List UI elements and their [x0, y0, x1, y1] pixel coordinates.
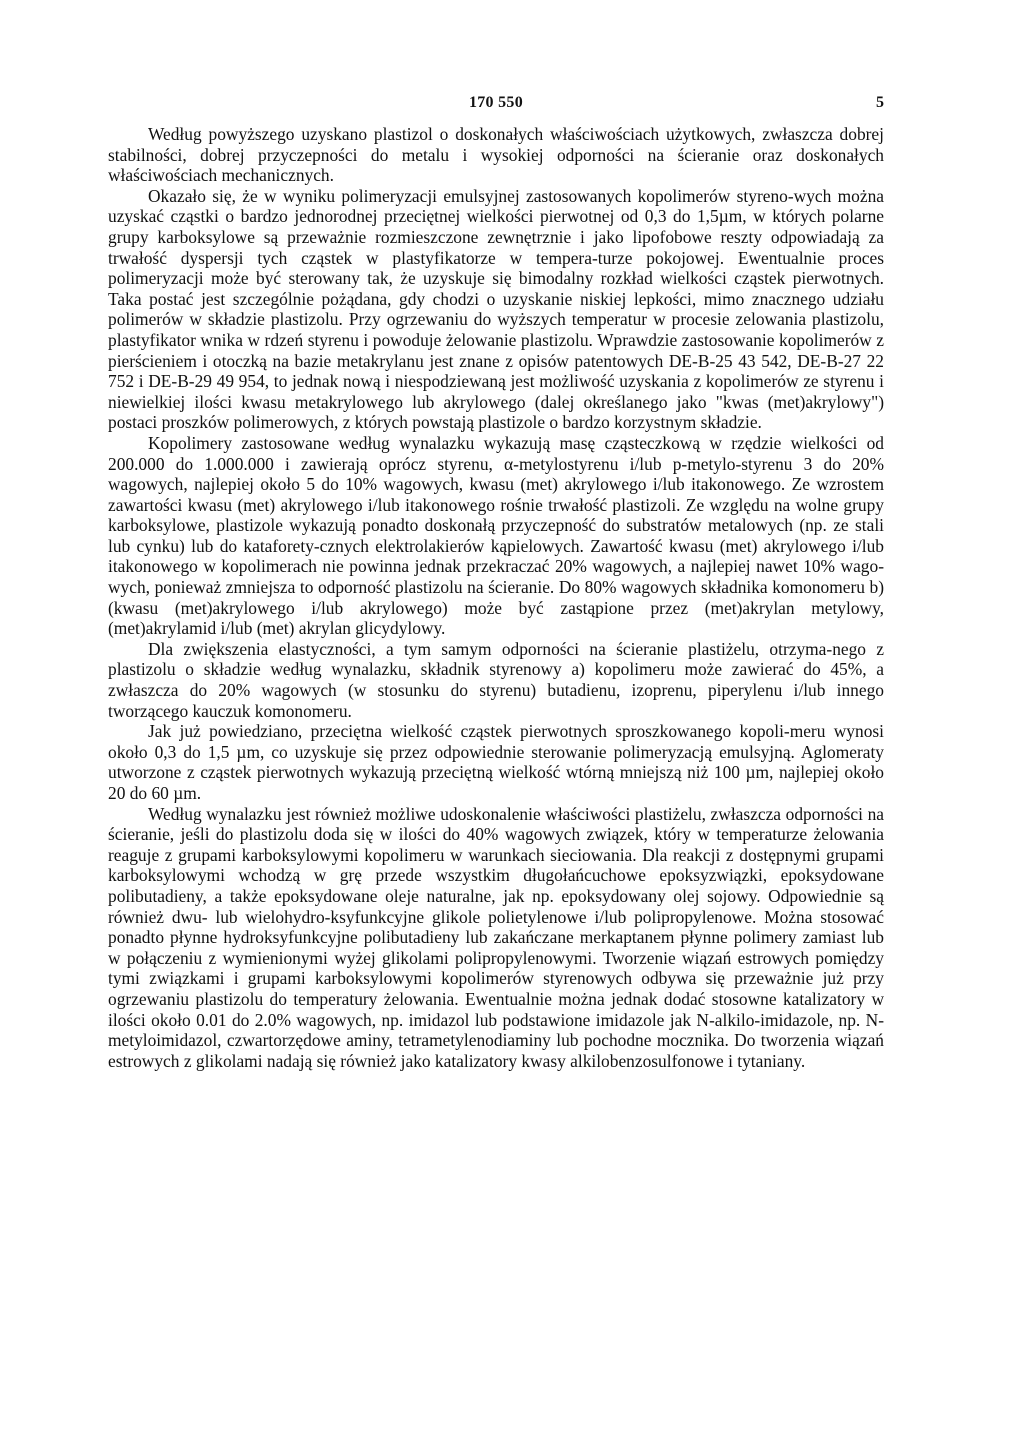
paragraph: Kopolimery zastosowane według wynalazku wykazują masę cząsteczkową w rzędzie wielkości od 200.000 do 1.000.000 i zawierają oprócz styrenu, α-metylostyrenu i/lub p-metylo-styrenu 3 do 20% wagowych, najlepiej około 5 do 10% wagowych, kwasu (met) akrylowego i/lub itakonowego. Ze wzrostem zawartości kwasu (met) akrylowego i/lub itakonowego rośnie trwałość plastizoli. Ze względu na wolne grupy karboksylowe, plastizole wykazują ponadto doskonałą przyczepność do substratów metalowych (np. ze stali lub cynku) lub do kataforety-cznych elektrolakierów kąpielowych. Zawartość kwasu (met) akrylowego i/lub itakonowego w kopolimerach nie powinna jednak przekraczać 20% wagowych, a najlepiej nawet 10% wago-wych, ponieważ zmniejsza to odporność plastizolu na ścieranie. Do 80% wagowych składnika komonomeru b) (kwasu (met)akrylowego i/lub akrylowego) może być zastąpione przez (met)akrylan metylowy, (met)akrylamid i/lub (met) akrylan glicydylowy.	[108, 432, 884, 639]
document-number: 170 550	[468, 94, 524, 111]
paragraph: Dla zwiększenia elastyczności, a tym samym odporności na ścieranie plastiżelu, otrzyma-nego z plastizolu o składzie według wynalazku, składnik styrenowy a) kopolimeru może zawierać do 45%, a zwłaszcza do 20% wagowych (w stosunku do styrenu) butadienu, izoprenu, piperylenu i/lub innego tworzącego kauczuk komonomeru.	[108, 638, 884, 721]
paragraph: Okazało się, że w wyniku polimeryzacji emulsyjnej zastosowanych kopolimerów styreno-wych można uzyskać cząstki o bardzo jednorodnej przeciętnej wielkości pierwotnej od 0,3 do 1,5µm, w których polarne grupy karboksylowe są przeważnie rozmieszczone zewnętrznie i jako lipofobowe reszty odpowiadają za trwałość dyspersji tych cząstek w plastyfikatorze w tempera-turze pokojowej. Ewentualnie proces polimeryzacji może być sterowany tak, że uzyskuje się bimodalny rozkład wielkości cząstek pierwotnych. Taka postać jest szczególnie pożądana, gdy chodzi o uzyskanie niskiej lepkości, mimo znacznego udziału polimerów w składzie plastizolu. Przy ogrzewaniu do wyższych temperatur w procesie zelowania plastizolu, plastyfikator wnika w rdzeń styrenu i powoduje żelowanie plastizolu. Wprawdzie zastosowanie kopolimerów z pierścieniem i otoczką na bazie metakrylanu jest znane z opisów patentowych DE-B-25 43 542, DE-B-27 22 752 i DE-B-29 49 954, to jednak nową i niespodziewaną jest możliwość uzyskania z kopolimerów ze styrenu i niewielkiej ilości kwasu metakrylowego lub akrylowego (dalej określanego jako "kwas (met)akrylowy") postaci proszków polimerowych, z których powstają plastizole o bardzo korzystnym składzie.	[108, 185, 884, 433]
body-text	[108, 124, 884, 1071]
paragraph: Jak już powiedziano, przeciętna wielkość cząstek pierwotnych sproszkowanego kopoli-meru wynosi około 0,3 do 1,5 µm, co uzyskuje się przez odpowiednie sterowanie polimeryzacją emulsyjną. Aglomeraty utworzone z cząstek pierwotnych wykazują przeciętną wielkość wtórną mniejszą niż 100 µm, najlepiej około 20 do 60 µm.	[108, 721, 884, 803]
page-number: 5	[876, 94, 884, 111]
paragraph: Według wynalazku jest również możliwe udoskonalenie właściwości plastiżelu, zwłaszcza odporności na ścieranie, jeśli do plastizolu doda się w ilości do 40% wagowych związek, który w temperaturze żelowania reaguje z grupami karboksylowymi kopolimeru w warunkach sieciowania. Dla reakcji z dostępnymi grupami karboksylowymi wchodzą w grę przede wszystkim długołańcuchowe epoksyzwiązki, epoksydowane polibutadieny, a także epoksydowane oleje naturalne, jak np. epoksydowany olej sojowy. Odpowiednie są również dwu- lub wielohydro-ksyfunkcyjne glikole polietylenowe i/lub polipropylenowe. Można stosować ponadto płynne hydroksyfunkcyjne polibutadieny lub zakańczane merkaptanem płynne polimery zamiast lub w połączeniu z wymienionymi wyżej glikolami polipropylenowymi. Tworzenie wiązań estrowych pomiędzy tymi związkami i grupami karboksylowymi kopolimerów styrenowych odbywa się przeważnie już przy ogrzewaniu plastizolu do temperatury żelowania. Ewentualnie można jednak dodać stosowne katalizatory w ilości około 0.01 do 2.0% wagowych, np. imidazol lub podstawione imidazole jak N-alkilo-imidazole, np. N-metyloimidazol, czwartorzędowe aminy, tetrametylenodiaminy lub pochodne mocznika. Do tworzenia wiązań estrowych z glikolami nadają się również jako katalizatory kwasy alkilobenzosulfonowe i tytaniany.	[108, 803, 884, 1071]
paragraph: Według powyższego uzyskano plastizol o doskonałych właściwościach użytkowych, zwłaszcza dobrej stabilności, dobrej przyczepności do metalu i wysokiej odporności na ścieranie oraz doskonałych właściwościach mechanicznych.	[108, 124, 884, 186]
page-header	[108, 94, 884, 118]
